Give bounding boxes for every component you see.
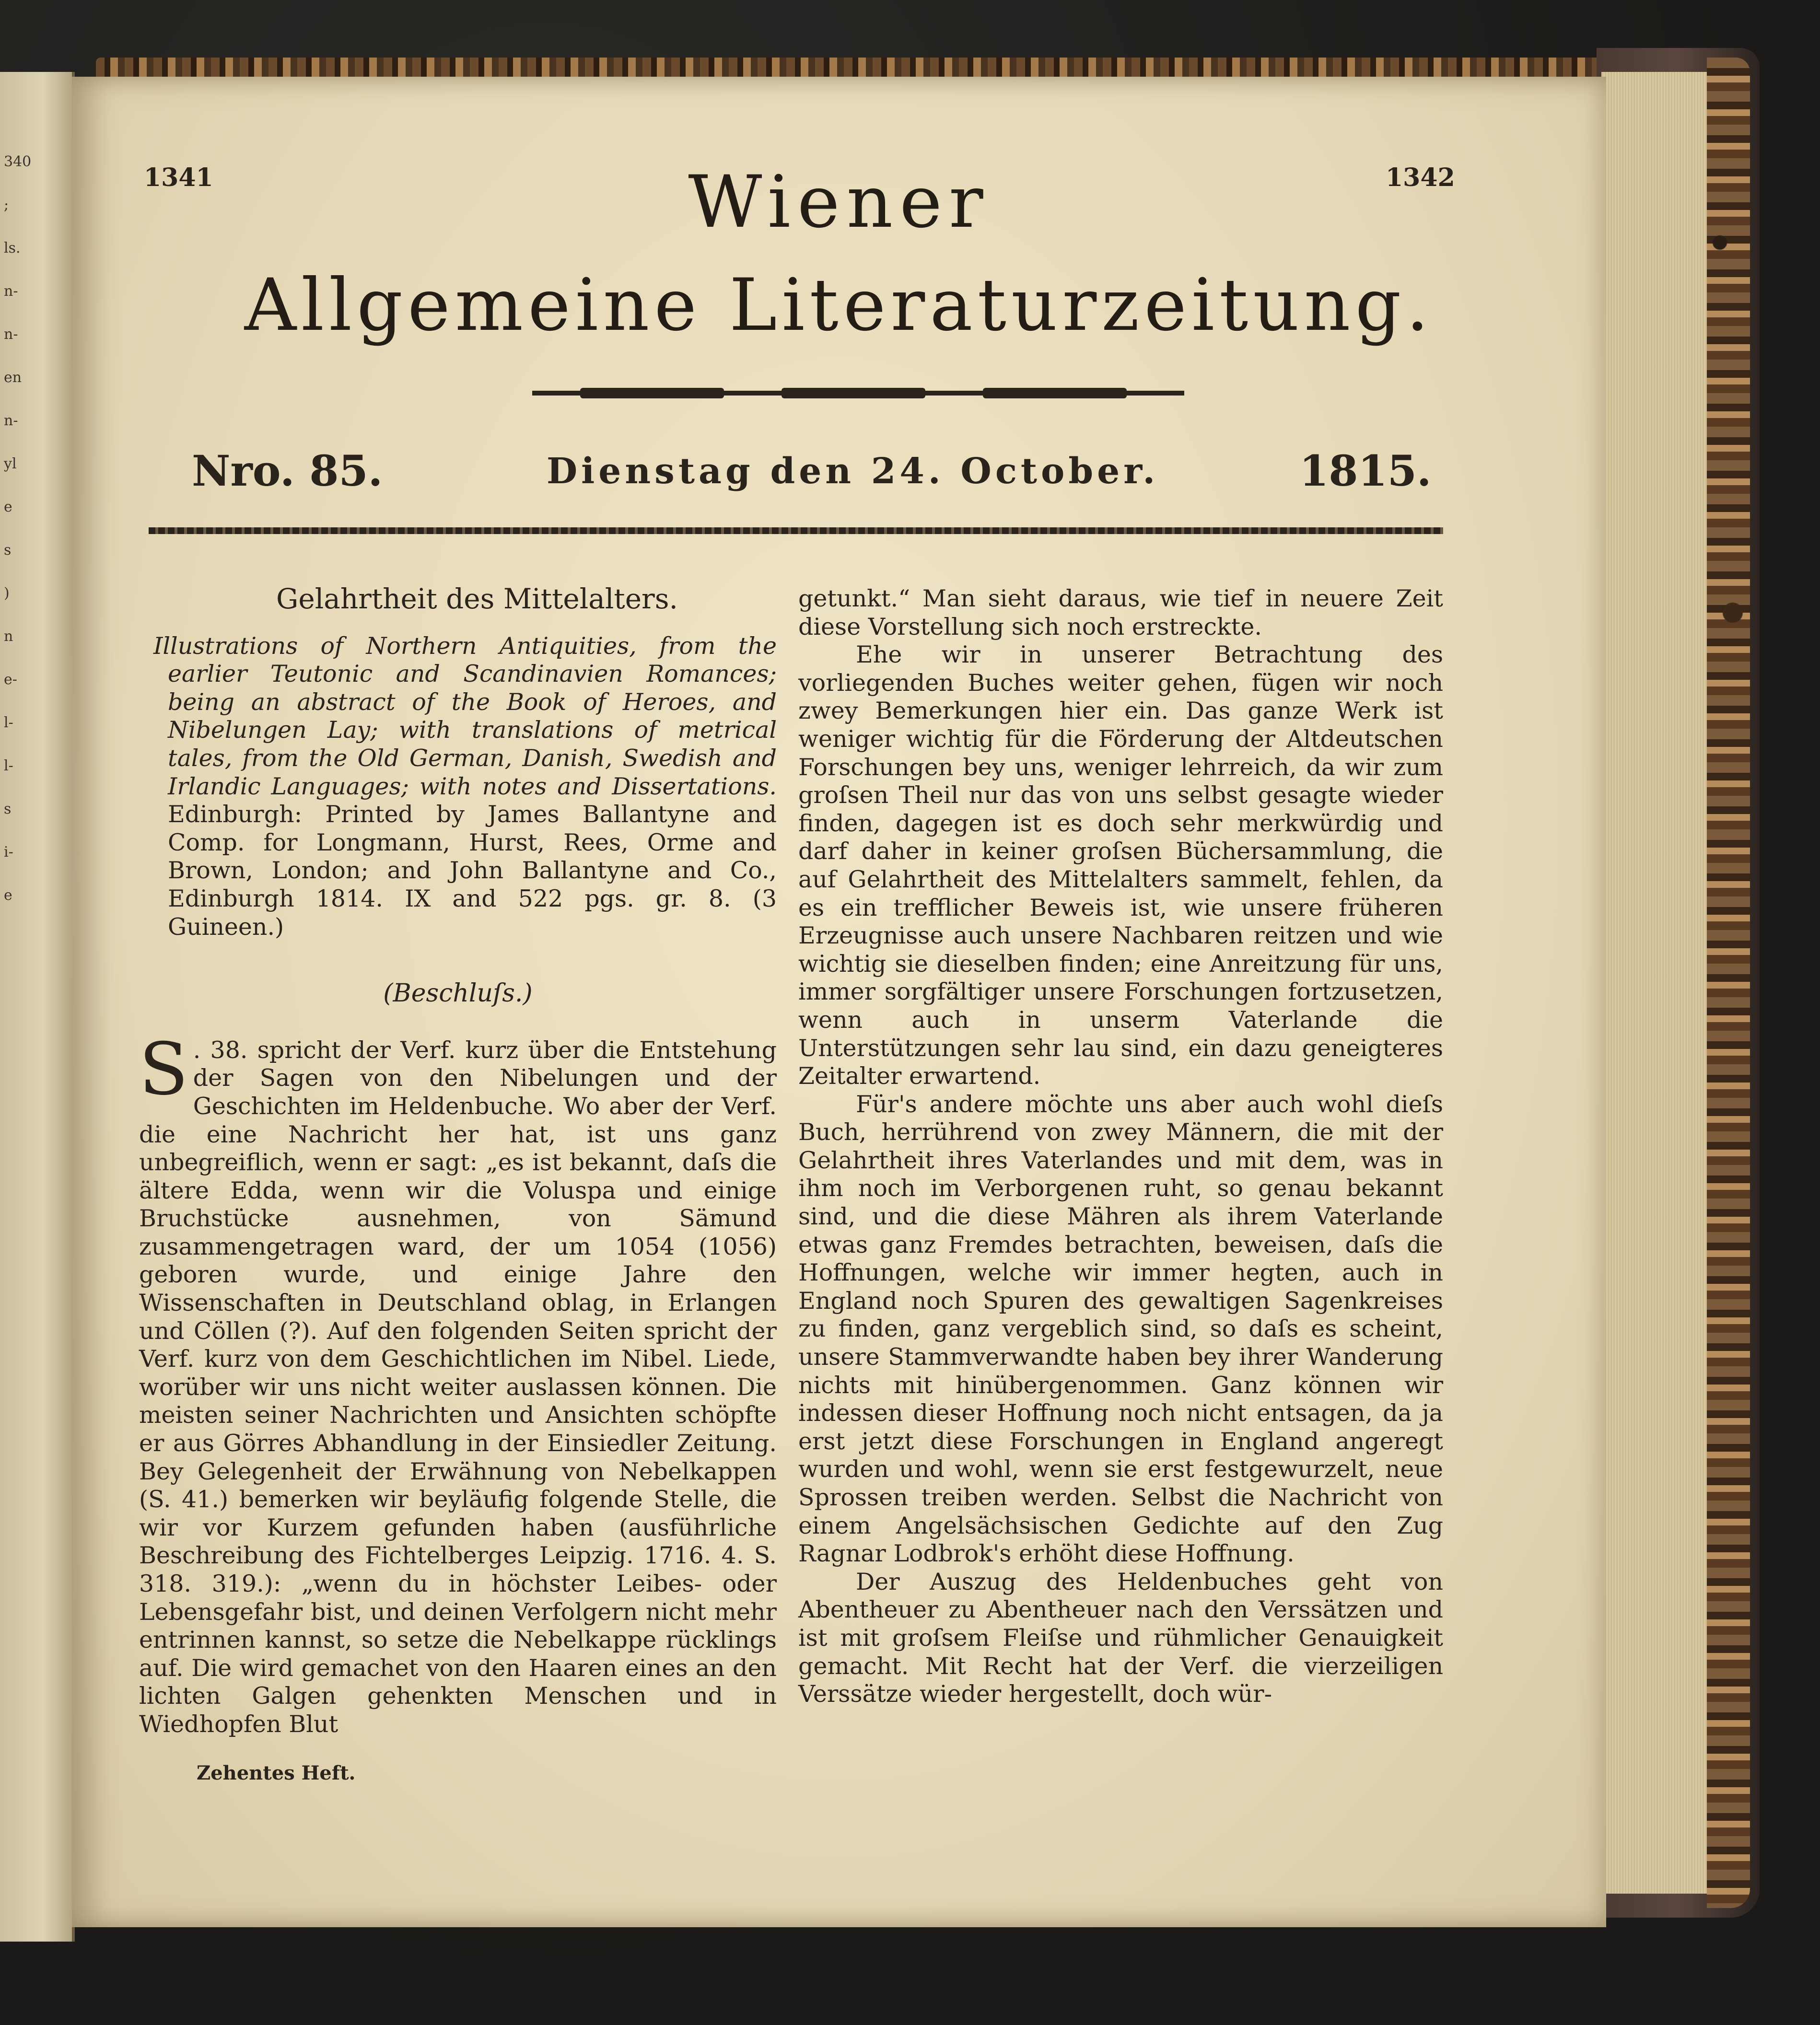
review-body-left <box>139 1027 777 1739</box>
paragraph: getunkt.“ Man sieht daraus, wie tief in neuere Zeit diese Vorstellung sich noch erstreckte. <box>798 585 1443 640</box>
left-page-fragment: 340 <box>4 153 32 170</box>
book-title: Illustrations of Northern Antiquities, from the earlier Teutonic and Scandinavien Romances; being an abstract of the Book of Heroes, and Nibelungen Lay; with translations of metrical tales, from the Old German, Danish, Swedish and Irlandic Languages; with notes and Dissertations. <box>153 632 777 800</box>
rule-segment <box>782 388 925 398</box>
left-page-fragment: s <box>4 542 12 559</box>
left-page-fragment: i- <box>4 844 13 861</box>
left-page-fragment: e <box>4 887 12 904</box>
left-page-fragment: ls. <box>4 240 21 256</box>
book-imprint: Edinburgh: Printed by James Ballantyne and Comp. for Longmann, Hurst, Rees, Orme and Brown, London; and John Ballantyne and Co., Edinburgh 1814. IX and 522 pgs. gr. 8. (3 Guineen.) <box>168 801 777 941</box>
review-text-left: . 38. spricht der Verf. kurz über die Entstehung der Sagen von den Nibelungen und der Geschichten im Heldenbuche. Wo aber der Verf. die eine Nachricht her hat, ist uns ganz unbegreiflich, wenn er sagt: „es ist bekannt, daſs die ältere Edda, wenn wir die Voluspa und einige Bruchstücke ausnehmen, von Sämund zusammengetragen ward, der um 1054 (1056) geboren wurde, und einige Jahre den Wissenschaften in Deutschland oblag, in Erlangen und Cöllen (?). Auf den folgenden Seiten spricht der Verf. kurz von dem Geschichtlichen im Nibel. Liede, worüber wir uns nicht weiter auslassen können. Die meisten seiner Nachrichten und Ansichten schöpfte er aus Görres Abhandlung in der Einsiedler Zeitung. Bey Gelegenheit der Erwähnung von Nebelkappen (S. 41.) bemerken wir beyläufig folgende Stelle, die wir vor Kurzem gefunden haben (ausführliche Beschreibung des Fichtelberges Leipzig. 1716. 4. S. 318. 319.): „wenn du in höchster Leibes- oder Lebensgefahr bist, und deinen Verfolgern nicht mehr entrinnen kannst, so setze die Nebelkappe rücklings auf. Die wird gemachet von den Haaren eines an den lichten Galgen gehenkten Menschen und in Wiedhopfen Blut <box>139 1036 777 1738</box>
rule-segment <box>580 388 724 398</box>
left-page-fragment: l- <box>4 714 13 731</box>
left-page-fragment: en <box>4 369 22 386</box>
wavy-divider <box>149 527 1443 534</box>
issue-year: 1815. <box>1299 446 1432 496</box>
bibliographic-entry <box>139 632 777 942</box>
paragraph: Ehe wir in unserer Betrachtung des vorliegenden Buches weiter gehen, fügen wir noch zwey Bemerkungen hier ein. Das ganze Werk ist weniger wichtig für die Förderung der Altdeutschen Forschungen bey uns, weniger lehrreich, da wir zum groſsen Theil nur das von uns selbst gesagte wieder finden, dagegen ist es doch sehr merkwürdig und darf daher in keiner groſsen Büchersammlung, die auf Gelahrtheit des Mittelalters sammelt, fehlen, da es ein trefflicher Beweis ist, wie unsere früheren Erzeugnisse auch unsere Nachbaren reitzen und wie wichtig sie dieselben finden; eine Anreitzung für uns, immer sorgfältiger unsere Forschungen fortzusetzen, wenn auch in unserm Vaterlande die Unterstützungen sehr lau sind, ein dazu geneigteres Zeitalter erwartend. <box>798 641 1443 1090</box>
signature-footer: Zehentes Heft. <box>197 1762 356 1784</box>
left-page-fragment: yl <box>4 455 17 472</box>
left-page-fragment: n- <box>4 326 18 343</box>
rule-segment <box>983 388 1127 398</box>
masthead-title-line2: Allgemeine Literaturzeitung. <box>244 264 1434 347</box>
left-page-fragment: ; <box>4 197 9 213</box>
marbled-fore-edge <box>1707 58 1750 1908</box>
page-number-left: 1341 <box>144 163 213 192</box>
right-column <box>798 585 1443 1709</box>
journal-page <box>72 77 1606 1927</box>
paragraph: Für's andere möchte uns aber auch wohl dieſs Buch, herrührend von zwey Männern, die mit der Gelahrtheit ihres Vaterlandes und mit dem, was in ihm noch im Verborgenen ruht, so genau bekannt sind, und die diese Mähren als ihrem Vaterlande etwas ganz Fremdes betrachten, beweisen, daſs die Hoffnungen, welche wir immer hegten, auch in England noch Spuren des gewaltigen Sagenkreises zu finden, ganz vergeblich sind, so daſs es scheint, unsere Stammverwandte haben bey ihrer Wanderung nichts mit hinübergenommen. Ganz können wir indessen dieser Hoffnung noch nicht entsagen, da ja erst jetzt diese Forschungen in England angeregt wurden und wohl, wenn sie erst festgewurzelt, neue Sprossen treiben werden. Selbst die Nachricht von einem Angelsächsischen Gedichte auf den Zug Ragnar Lodbrok's erhöht diese Hoffnung. <box>798 1090 1443 1568</box>
left-page-fragment: s <box>4 801 12 817</box>
conclusion-label: (Beschluſs.) <box>383 979 533 1008</box>
left-page-fragment: n- <box>4 283 18 300</box>
left-page-fragment: n <box>4 628 13 645</box>
ornamental-rule <box>532 391 1184 396</box>
left-column <box>139 582 777 1739</box>
drop-cap: S <box>139 1027 188 1111</box>
left-page-fragment: e <box>4 499 12 515</box>
left-page-fragment: e- <box>4 671 17 688</box>
issue-date: Dienstag den 24. October. <box>547 451 1159 492</box>
paragraph: Der Auszug des Heldenbuches geht von Abentheuer zu Abentheuer nach den Verssätzen und ist mit groſsem Fleiſse und rühmlicher Genauigkeit gemacht. Mit Recht hat der Verf. die vierzeiligen Verssätze wieder hergestellt, doch wür- <box>798 1568 1443 1708</box>
left-page-fragment: l- <box>4 757 13 774</box>
masthead-title-line1: Wiener <box>688 161 990 244</box>
left-page-fragment: n- <box>4 412 18 429</box>
left-page-fragment: ) <box>4 585 10 602</box>
issue-number: Nro. 85. <box>192 446 383 496</box>
left-page-strip <box>0 72 75 1942</box>
page-number-right: 1342 <box>1386 163 1455 192</box>
section-title: Gelahrtheit des Mittelalters. <box>276 582 678 615</box>
